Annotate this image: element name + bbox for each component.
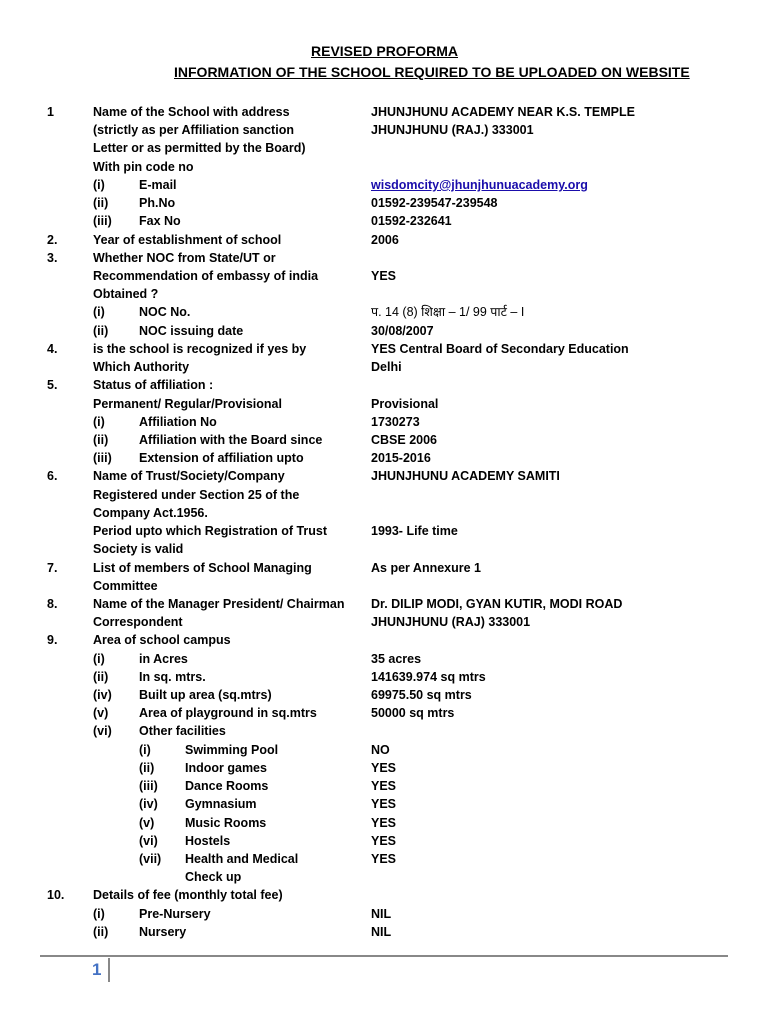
field-value: Delhi xyxy=(371,360,402,375)
field-value: YES xyxy=(371,779,397,794)
sub-item-marker: (iii) xyxy=(93,214,112,229)
field-label: Registered under Section 25 of the xyxy=(93,487,300,502)
field-value: Dr. DILIP MODI, GYAN KUTIR, MODI ROAD xyxy=(371,596,623,611)
field-label: NOC issuing date xyxy=(139,323,244,338)
field-value: YES xyxy=(371,797,397,812)
sub-sub-item-marker: (iii) xyxy=(139,779,158,794)
sub-item-marker: (iii) xyxy=(93,451,112,466)
sub-item-marker: (i) xyxy=(93,177,105,192)
field-label: Fax No xyxy=(139,214,181,229)
field-label: Permanent/ Regular/Provisional xyxy=(93,396,282,411)
field-value: 1730273 xyxy=(371,414,420,429)
item-number: 6. xyxy=(47,469,58,484)
field-label: Music Rooms xyxy=(185,815,267,830)
field-label: Name of the School with address xyxy=(93,105,290,119)
sub-item-marker: (i) xyxy=(93,414,105,429)
footer-divider xyxy=(40,955,728,957)
field-value: JHUNJHUNU (RAJ.) 333001 xyxy=(371,123,534,138)
field-value: NO xyxy=(371,742,390,757)
sub-sub-item-marker: (ii) xyxy=(139,760,155,775)
field-label: Year of establishment of school xyxy=(93,232,282,247)
email-link[interactable]: wisdomcity@jhunjhunuacademy.org xyxy=(371,177,588,192)
sub-item-marker: (ii) xyxy=(93,323,109,338)
field-label: Period upto which Registration of Trust xyxy=(93,524,328,539)
field-label: Details of fee (monthly total fee) xyxy=(93,888,283,903)
field-label: Pre-Nursery xyxy=(139,906,211,921)
field-label: Indoor games xyxy=(185,760,267,775)
field-label: in Acres xyxy=(139,651,188,666)
item-number: 5. xyxy=(47,378,58,393)
field-label: Health and Medical xyxy=(185,852,299,867)
field-label: With pin code no xyxy=(93,159,194,174)
field-label: E-mail xyxy=(139,177,177,192)
field-label: Affiliation with the Board since xyxy=(139,432,323,447)
field-label: List of members of School Managing xyxy=(93,560,312,575)
field-value: As per Annexure 1 xyxy=(371,560,481,575)
field-value: YES xyxy=(371,833,397,848)
field-label: Name of the Manager President/ Chairman xyxy=(93,596,345,611)
field-value: JHUNJHUNU ACADEMY NEAR K.S. TEMPLE xyxy=(371,105,635,119)
item-number: 7. xyxy=(47,560,58,575)
field-value: JHUNJHUNU (RAJ) 333001 xyxy=(371,615,531,630)
field-label: Letter or as permitted by the Board) xyxy=(93,141,306,156)
field-label: Society is valid xyxy=(93,542,184,557)
field-value: YES xyxy=(371,268,397,283)
item-number: 1 xyxy=(47,105,54,119)
page-number: 1 xyxy=(92,960,102,979)
sub-sub-item-marker: (v) xyxy=(139,815,155,830)
sub-sub-item-marker: (vii) xyxy=(139,852,162,867)
field-value: YES Central Board of Secondary Education xyxy=(371,341,629,356)
sub-item-marker: (ii) xyxy=(93,432,109,447)
field-label: is the school is recognized if yes by xyxy=(93,341,307,356)
field-label: Whether NOC from State/UT or xyxy=(93,250,276,265)
field-label: NOC No. xyxy=(139,305,191,320)
item-number: 3. xyxy=(47,250,58,265)
field-label: Correspondent xyxy=(93,615,183,630)
field-value: 69975.50 sq mtrs xyxy=(371,688,472,703)
item-number: 2. xyxy=(47,232,58,247)
item-number: 8. xyxy=(47,596,58,611)
field-value: JHUNJHUNU ACADEMY SAMITI xyxy=(371,469,560,484)
field-value: Provisional xyxy=(371,396,439,411)
field-value: 2006 xyxy=(371,232,399,247)
sub-item-marker: (i) xyxy=(93,651,105,666)
field-label: Area of playground in sq.mtrs xyxy=(139,706,317,721)
field-value: YES xyxy=(371,815,397,830)
field-label: Obtained ? xyxy=(93,287,159,302)
sub-item-marker: (iv) xyxy=(93,688,112,703)
field-label: In sq. mtrs. xyxy=(139,669,206,684)
field-value: YES xyxy=(371,852,397,867)
field-label: Check up xyxy=(185,870,242,885)
sub-item-marker: (i) xyxy=(93,305,105,320)
field-label: Status of affiliation : xyxy=(93,378,214,393)
field-label: Extension of affiliation upto xyxy=(139,451,304,466)
field-value: 30/08/2007 xyxy=(371,323,434,338)
field-value: प. 14 (8) शिक्षा – 1/ 99 पार्ट – I xyxy=(371,305,525,320)
sub-item-marker: (ii) xyxy=(93,924,109,939)
item-number: 10. xyxy=(47,888,65,903)
sub-sub-item-marker: (vi) xyxy=(139,833,158,848)
sub-item-marker: (i) xyxy=(93,906,105,921)
field-value: 01592-239547-239548 xyxy=(371,196,498,211)
field-label: (strictly as per Affiliation sanction xyxy=(93,123,294,138)
sub-sub-item-marker: (iv) xyxy=(139,797,158,812)
field-label: Recommendation of embassy of india xyxy=(93,268,319,283)
field-value: 35 acres xyxy=(371,651,422,666)
field-value: 2015-2016 xyxy=(371,451,431,466)
field-label: Company Act.1956. xyxy=(93,505,208,520)
document-subtitle: INFORMATION OF THE SCHOOL REQUIRED TO BE UPLOADED ON WEBSITE xyxy=(174,64,690,80)
field-label: Which Authority xyxy=(93,360,190,375)
field-value: 01592-232641 xyxy=(371,214,452,229)
field-value: NIL xyxy=(371,906,392,921)
field-label: Dance Rooms xyxy=(185,779,269,794)
sub-item-marker: (ii) xyxy=(93,196,109,211)
field-label: Affiliation No xyxy=(139,414,217,429)
field-label: Ph.No xyxy=(139,196,176,211)
field-label: Swimming Pool xyxy=(185,742,279,757)
sub-item-marker: (ii) xyxy=(93,669,109,684)
field-label: Other facilities xyxy=(139,724,226,739)
field-label: Gymnasium xyxy=(185,797,257,812)
field-value: NIL xyxy=(371,924,392,939)
field-label: Committee xyxy=(93,578,158,593)
field-value: YES xyxy=(371,760,397,775)
field-label: Area of school campus xyxy=(93,633,231,648)
sub-item-marker: (v) xyxy=(93,706,109,721)
sub-sub-item-marker: (i) xyxy=(139,742,151,757)
item-number: 9. xyxy=(47,633,58,648)
field-value: CBSE 2006 xyxy=(371,432,438,447)
field-value: 50000 sq mtrs xyxy=(371,706,455,721)
item-number: 4. xyxy=(47,341,58,356)
field-label: Nursery xyxy=(139,924,187,939)
field-label: Hostels xyxy=(185,833,231,848)
field-value: 1993- Life time xyxy=(371,524,458,539)
sub-item-marker: (vi) xyxy=(93,724,112,739)
field-label: Built up area (sq.mtrs) xyxy=(139,688,272,703)
document-title: REVISED PROFORMA xyxy=(311,43,459,59)
field-value: 141639.974 sq mtrs xyxy=(371,669,486,684)
field-label: Name of Trust/Society/Company xyxy=(93,469,285,484)
page-number-divider xyxy=(108,958,110,982)
